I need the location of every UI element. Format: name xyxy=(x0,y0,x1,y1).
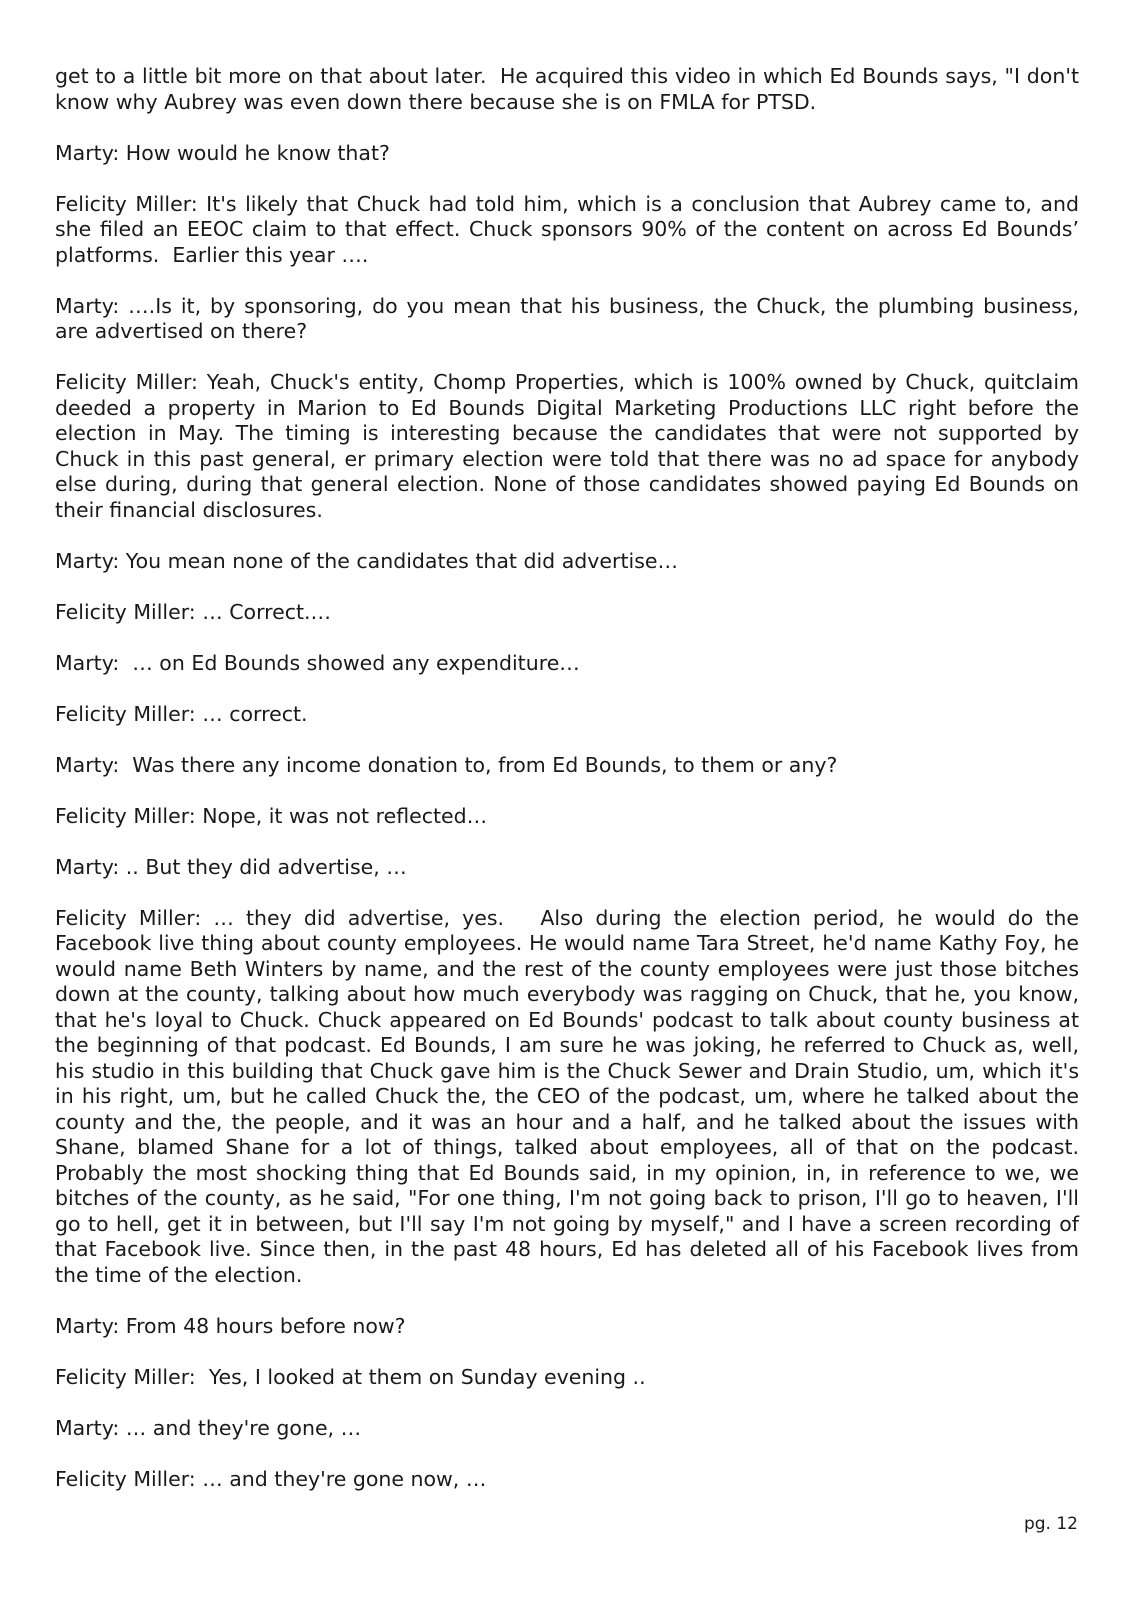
paragraph: Felicity Miller: … and they're gone now, … xyxy=(55,1466,487,1491)
paragraph: Felicity Miller: … Correct.… xyxy=(55,599,332,624)
paragraph: Felicity Miller: It's likely that Chuck had told him, which is a conclusion that Aubrey came to, and she filed an EEOC claim to that effect. Chuck sponsors 90% of the content on across Ed Bounds’ platforms. Earlier this year …. xyxy=(55,191,1086,267)
paragraph: Marty: How would he know that? xyxy=(55,140,390,165)
paragraph: get to a little bit more on that about later. He acquired this video in which Ed Bounds says, "I don't know why Aubrey was even down there because she is on FMLA for PTSD. xyxy=(55,64,1086,114)
paragraph: Felicity Miller: … correct. xyxy=(55,701,308,726)
paragraph: Marty: … and they're gone, … xyxy=(55,1415,362,1440)
paragraph: Felicity Miller: Nope, it was not reflected… xyxy=(55,803,488,828)
paragraph: Marty: Was there any income donation to, from Ed Bounds, to them or any? xyxy=(55,752,838,777)
page-number: pg. 12 xyxy=(1023,1514,1078,1534)
paragraph: Felicity Miller: … they did advertise, yes. Also during the election period, he would do the Facebook live thing about county employees. He would name Tara Street, he'd name Kathy Foy, he would name Beth Winters by name, and the rest of the county employees were just those bitches down at the county, talking about how much everybody was ragging on Chuck, that he, you know, that he's loyal to Chuck. Chuck appeared on Ed Bounds' podcast to talk about county business at the beginning of that podcast. Ed Bounds, I am sure he was joking, he referred to Chuck as, well, his studio in this building that Chuck gave him is the Chuck Sewer and Drain Studio, um, which it's in his right, um, but he called Chuck the, the CEO of the podcast, um, where he talked about the county and the, the people, and it was an hour and a half, and he talked about the issues with Shane, blamed Shane for a lot of things, talked about employees, all of that on the podcast. Probably the most shocking thing that Ed Bounds said, in my opinion, in, in reference to we, we bitches of the county, as he said, "For one thing, I'm not going back to prison, I'll go to heaven, I'll go to hell, get it in between, but I'll say I'm not going by myself," and I have a screen recording of that Facebook live. Since then, in the past 48 hours, Ed has deleted all of his Facebook lives from the time of the election. xyxy=(55,905,1093,1287)
paragraph: Marty: ….Is it, by sponsoring, do you mean that his business, the Chuck, the plumbing business, are advertised on there? xyxy=(55,293,1086,343)
paragraph: Marty: From 48 hours before now? xyxy=(55,1313,406,1338)
paragraph: Marty: You mean none of the candidates that did advertise… xyxy=(55,548,678,573)
paragraph: Marty: … on Ed Bounds showed any expenditure… xyxy=(55,650,580,675)
paragraph: Marty: .. But they did advertise, … xyxy=(55,854,407,879)
document-body xyxy=(55,64,1093,1492)
paragraph: Felicity Miller: Yeah, Chuck's entity, Chomp Properties, which is 100% owned by Chuck, quitclaim deeded a property in Marion to Ed Bounds Digital Marketing Productions LLC right before the election in May. The timing is interesting because the candidates that were not supported by Chuck in this past general, er primary election were told that there was no ad space for anybody else during, during that general election. None of those candidates showed paying Ed Bounds on their financial disclosures. xyxy=(55,370,1086,522)
paragraph: Felicity Miller: Yes, I looked at them on Sunday evening .. xyxy=(55,1364,646,1389)
